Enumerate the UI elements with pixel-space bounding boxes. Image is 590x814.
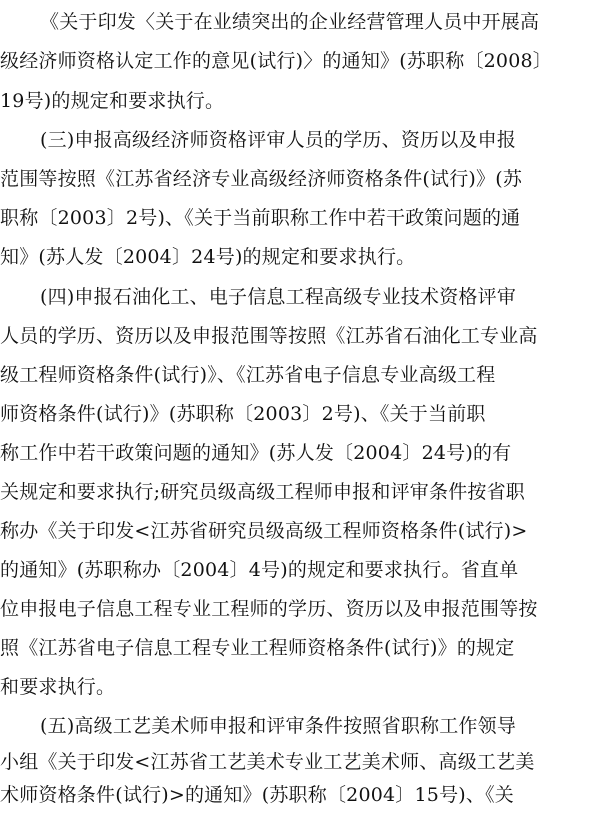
text-line: 称办《关于印发<江苏省研究员级高级工程师资格条件(试行)> bbox=[0, 520, 528, 542]
text-line: 人员的学历、资历以及申报范围等按照《江苏省石油化工专业高 bbox=[0, 325, 538, 347]
text-line: 范围等按照《江苏省经济专业高级经济师资格条件(试行)》(苏 bbox=[0, 168, 523, 190]
text-line: 的通知》(苏职称办〔2004〕4号)的规定和要求执行。省直单 bbox=[0, 559, 519, 581]
text-line: 术师资格条件(试行)>的通知》(苏职称〔2004〕15号)、《关 bbox=[0, 784, 515, 806]
text-line: 称工作中若干政策问题的通知》(苏人发〔2004〕24号)的有 bbox=[0, 442, 512, 464]
text-line: 师资格条件(试行)》(苏职称〔2003〕2号)、《关于当前职 bbox=[0, 403, 486, 425]
text-line: 19号)的规定和要求执行。 bbox=[0, 90, 225, 112]
text-line: (三)申报高级经济师资格评审人员的学历、资历以及申报 bbox=[40, 129, 517, 151]
text-line: 关规定和要求执行;研究员级高级工程师申报和评审条件按省职 bbox=[0, 481, 526, 503]
text-line: 级经济师资格认定工作的意见(试行)〉的通知》(苏职称〔2008〕 bbox=[0, 50, 552, 72]
text-line: 职称〔2003〕2号)、《关于当前职称工作中若干政策问题的通 bbox=[0, 207, 521, 229]
text-line: 《关于印发〈关于在业绩突出的企业经营管理人员中开展高 bbox=[40, 11, 540, 33]
text-line: (五)高级工艺美术师申报和评审条件按照省职称工作领导 bbox=[40, 715, 517, 737]
text-line: 照《江苏省电子信息工程专业工程师资格条件(试行)》的规定 bbox=[0, 637, 515, 659]
text-line: (四)申报石油化工、电子信息工程高级专业技术资格评审 bbox=[40, 286, 517, 308]
text-line: 知》(苏人发〔2004〕24号)的规定和要求执行。 bbox=[0, 246, 416, 268]
text-line: 和要求执行。 bbox=[0, 676, 116, 698]
text-line: 小组《关于印发<江苏省工艺美术专业工艺美术师、高级工艺美 bbox=[0, 751, 535, 773]
text-line: 位申报电子信息工程专业工程师的学历、资历以及申报范围等按 bbox=[0, 598, 538, 620]
text-line: 级工程师资格条件(试行)》、《江苏省电子信息专业高级工程 bbox=[0, 364, 496, 386]
